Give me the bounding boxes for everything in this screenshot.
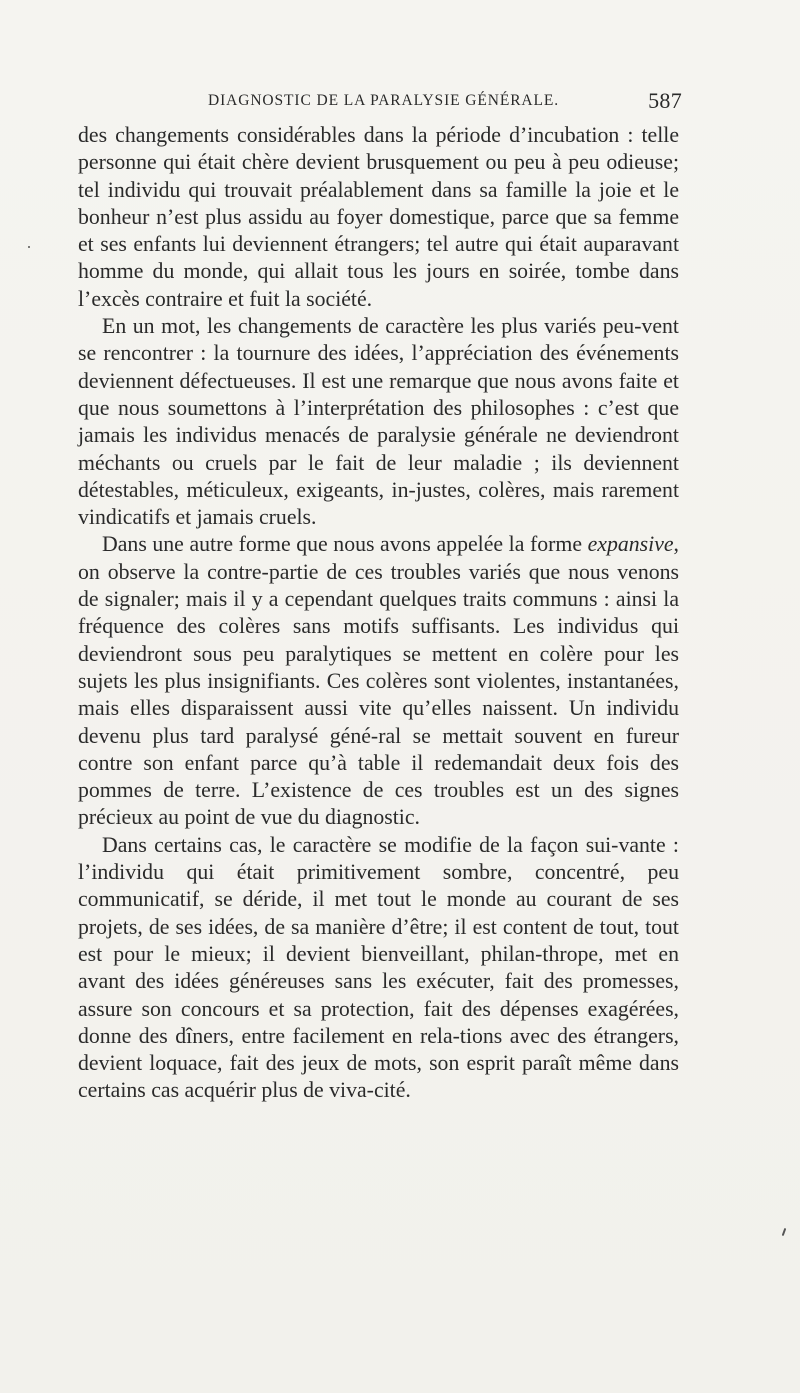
paragraph-3-before: Dans une autre forme que nous avons appelée la forme [102, 532, 588, 557]
margin-speck [28, 246, 30, 248]
emphasis-expansive: expansive [587, 532, 674, 557]
paragraph-3 [78, 531, 679, 831]
running-title: DIAGNOSTIC DE LA PARALYSIE GÉNÉRALE. [208, 92, 560, 109]
page-header [78, 88, 682, 118]
paragraph-4: Dans certains cas, le caractère se modifie de la façon sui-vante : l’individu qui était primitivement sombre, concentré, peu communicatif, se déride, il met tout le monde au courant de ses projets, de ses idées, de sa manière d’être; il est content de tout, tout est pour le mieux; il devient bienveillant, philan-thrope, met en avant des idées généreuses sans les exécuter, fait des promesses, assure son concours et sa protection, fait des dépenses exagérées, donne des dîners, entre facilement en rela-tions avec des étrangers, devient loquace, fait des jeux de mots, son esprit paraît même dans certains cas acquérir plus de viva-cité. [78, 832, 679, 1103]
margin-speck [782, 1228, 787, 1236]
body-text [78, 122, 679, 1105]
paragraph-1: des changements considérables dans la période d’incubation : telle personne qui était chère devient brusquement ou peu à peu odieuse; tel individu qui trouvait préalablement dans sa famille la joie et le bonheur n’est plus assidu au foyer domestique, parce que sa femme et ses enfants lui deviennent étrangers; tel autre qui était auparavant homme du monde, qui allait tous les jours en soirée, tombe dans l’excès contraire et fuit la société. [78, 123, 679, 311]
page-number: 587 [648, 88, 682, 113]
paragraph-3-after: , on observe la contre-partie de ces troubles variés que nous venons de signaler; mais il y a cependant quelques traits communs : ainsi la fréquence des colères sans motifs suffisants. Les individus qui deviendront sous peu paralytiques se mettent en colère pour les sujets les plus insignifiants. Ces colères sont violentes, instantanées, mais elles disparaissent aussi vite qu’elles naissent. Un individu devenu plus tard paralysé géné-ral se mettait souvent en fureur contre son enfant parce qu’à table il redemandait deux fois des pommes de terre. L’existence de ces troubles est un des signes précieux au point de vue du diagnostic. [78, 532, 679, 830]
paragraph-2: En un mot, les changements de caractère les plus variés peu-vent se rencontrer : la tournure des idées, l’appréciation des événements deviennent défectueuses. Il est une remarque que nous avons faite et que nous soumettons à l’interprétation des philosophes : c’est que jamais les individus menacés de paralysie générale ne deviendront méchants ou cruels par le fait de leur maladie ; ils deviennent détestables, méticuleux, exigeants, in-justes, colères, mais rarement vindicatifs et jamais cruels. [78, 314, 679, 530]
